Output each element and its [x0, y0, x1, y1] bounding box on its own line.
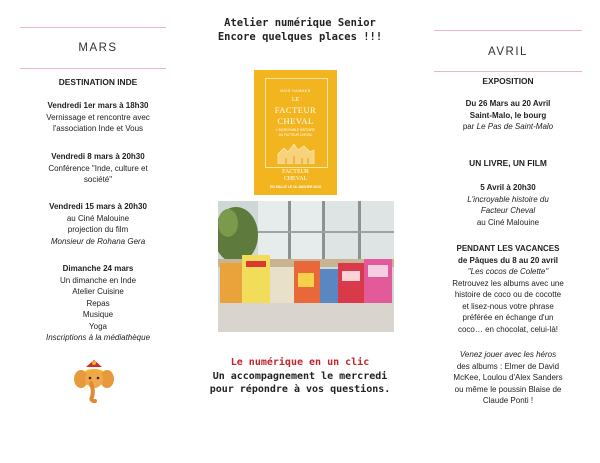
divider — [434, 30, 582, 31]
event-text: Inscriptions à la médiathèque — [45, 333, 151, 342]
event-date: Vendredi 1er mars à 18h30 — [47, 101, 149, 110]
vacances-text: Retrouvez les albums avec une — [452, 278, 564, 288]
event-text: Un dimanche en Inde — [59, 275, 137, 285]
books-photo-illustration — [218, 201, 394, 332]
event-date: Vendredi 8 mars à 20h30 — [51, 152, 145, 161]
poster-tagline: L'INCROYABLE HISTOIRE — [276, 128, 315, 132]
divider — [20, 27, 166, 28]
poster-palace-icon — [276, 140, 316, 164]
poster-title-small: CHEVAL — [283, 176, 308, 182]
film-text: L'incroyable histoire du — [467, 194, 549, 204]
books-photo — [218, 201, 394, 332]
section-title: DESTINATION INDE — [58, 77, 138, 87]
poster-small-text: MAIS HAMMAN — [280, 89, 311, 93]
vacances-text: coco… en chocolat, celui-là! — [457, 324, 559, 334]
vacances-text: préférée en échange d'un — [462, 313, 554, 322]
event-text: Musique — [82, 310, 114, 319]
vacances-text: et lisez-nous votre phrase — [462, 301, 554, 311]
divider — [434, 71, 582, 72]
vacances-title: PENDANT LES VACANCES — [456, 244, 560, 253]
heros-text: Venez jouer avec les héros — [459, 350, 557, 359]
poster-release: EN SALLE LE 16 JANVIER 2019 — [270, 185, 321, 189]
poster-title: LE — [291, 97, 300, 103]
film-poster — [254, 70, 337, 195]
section-title: EXPOSITION — [482, 76, 534, 86]
expo-dates: Du 26 Mars au 20 Avril — [465, 99, 551, 108]
numeric-line: Un accompagnement le mercredi — [212, 370, 388, 382]
event-text: projection du film — [67, 225, 129, 234]
film-text: Facteur Cheval — [480, 206, 536, 215]
numeric-block — [200, 356, 400, 397]
expo-place: Saint-Malo, le bourg — [469, 110, 547, 120]
ganesha-icon — [74, 359, 114, 403]
poster-title-small: FACTEUR — [282, 169, 309, 175]
event-date: Dimanche 24 mars — [62, 264, 134, 273]
poster-title: FACTEUR — [274, 105, 317, 115]
month-title: MARS — [78, 42, 118, 54]
poster-tagline: DU FACTEUR CHEVAL — [278, 133, 313, 137]
event-text: Repas — [86, 298, 110, 308]
film-text: au Ciné Malouine — [476, 217, 540, 227]
numeric-title: Le numérique en un clic — [230, 357, 370, 368]
expo-by: par Le Pas de Saint-Malo — [462, 122, 554, 131]
event-text: Atelier Cuisine — [72, 287, 124, 296]
month-title: AVRIL — [488, 46, 528, 58]
numeric-line: pour répondre à vos questions. — [209, 384, 391, 395]
event-text: Yoga — [89, 321, 107, 331]
film-date: 5 Avril à 20h30 — [480, 183, 536, 192]
vacances-name: "Les cocos de Colette" — [467, 267, 549, 276]
divider — [20, 68, 166, 69]
vacances-text: histoire de coco ou de cocotte — [454, 290, 562, 299]
event-text: l'association Inde et Vous — [52, 124, 144, 133]
event-date: Vendredi 15 mars à 20h30 — [49, 202, 147, 211]
event-text: Monsieur de Rohana Gera — [50, 236, 146, 246]
poster-title: CHEVAL — [277, 116, 314, 126]
section-title: UN LIVRE, UN FILM — [469, 158, 547, 168]
vacances-dates: de Pâques du 8 au 20 avril — [457, 255, 559, 265]
event-text: Vernissage et rencontre avec — [46, 112, 150, 122]
heros-text: McKee, Loulou d'Alex Sanders — [453, 373, 563, 382]
event-text: Conférence "Inde, culture et — [48, 163, 148, 173]
header-line: Atelier numérique Senior — [224, 17, 376, 29]
event-text: société" — [83, 175, 113, 184]
heros-text: Claude Ponti ! — [482, 396, 534, 405]
heros-text: ou même le poussin Blaise de — [454, 384, 562, 394]
event-text: au Ciné Malouine — [66, 213, 130, 223]
header-line: Encore quelques places !!! — [217, 31, 383, 43]
heros-text: des albums : Elmer de David — [456, 361, 560, 371]
